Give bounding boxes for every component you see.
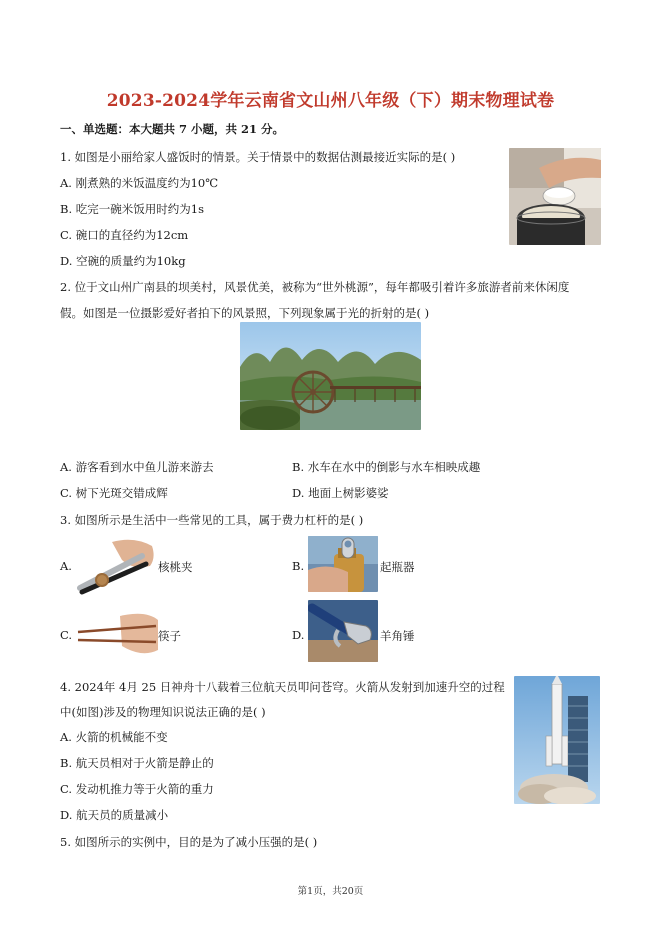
section-heading: 一、单选题：本大题共 7 小题，共 21 分。: [60, 122, 285, 136]
q5-stem: 5. 如图所示的实例中，目的是为了减小压强的是( ): [60, 835, 318, 849]
nutcracker-photo: [72, 536, 157, 596]
claw-hammer-photo: [308, 600, 378, 662]
q3-option-d-letter: D.: [292, 628, 305, 642]
q3-option-a-letter: A.: [60, 559, 72, 573]
q3-option-c-label: 筷子: [158, 629, 181, 643]
q2-option-d: D. 地面上树影婆娑: [292, 486, 389, 500]
q2-stem-line1: 2. 位于文山州广南县的坝美村，风景优美，被称为“世外桃源”，每年都吸引着许多旅游者前来休闲度: [60, 280, 570, 294]
rocket-launch-photo: [514, 676, 600, 804]
q1-option-b: B. 吃完一碗米饭用时约为1s: [60, 202, 204, 216]
q3-option-b-letter: B.: [292, 559, 305, 573]
q1-stem: 1. 如图是小丽给家人盛饭时的情景。关于情景中的数据估测最接近实际的是( ): [60, 150, 456, 164]
q3-option-d-label: 羊角锤: [380, 629, 415, 643]
q1-option-c: C. 碗口的直径约为12cm: [60, 228, 189, 242]
q2-option-c: C. 树下光斑交错成辉: [60, 486, 168, 500]
q4-option-a: A. 火箭的机械能不变: [60, 730, 168, 744]
q3-stem: 3. 如图所示是生活中一些常见的工具，属于费力杠杆的是( ): [60, 513, 364, 527]
q4-option-b: B. 航天员相对于火箭是静止的: [60, 756, 214, 770]
q2-option-b: B. 水车在水中的倒影与水车相映成趣: [292, 460, 481, 474]
waterwheel-landscape-photo: [240, 322, 421, 430]
bottle-opener-photo: [308, 536, 378, 592]
q4-stem-line2: 中(如图)涉及的物理知识说法正确的是( ): [60, 705, 266, 719]
q2-stem-line2: 假。如图是一位摄影爱好者拍下的风景照，下列现象属于光的折射的是( ): [60, 306, 430, 320]
rice-cooker-photo: [509, 148, 601, 245]
page-title: 2023-2024学年云南省文山州八年级（下）期末物理试卷: [106, 91, 555, 111]
q4-option-d: D. 航天员的质量减小: [60, 808, 169, 822]
q3-option-a-label: 核桃夹: [158, 560, 193, 574]
q2-option-a: A. 游客看到水中鱼儿游来游去: [60, 460, 214, 474]
q1-option-d: D. 空碗的质量约为10kg: [60, 254, 186, 268]
q3-option-c-letter: C.: [60, 628, 73, 642]
q4-option-c: C. 发动机推力等于火箭的重力: [60, 782, 214, 796]
q1-option-a: A. 刚煮熟的米饭温度约为10℃: [60, 176, 219, 190]
q3-option-b-label: 起瓶器: [380, 560, 415, 574]
page-footer: 第1页，共20页: [297, 886, 364, 897]
chopsticks-photo: [76, 606, 158, 660]
q4-stem-line1: 4. 2024年 4月 25 日神舟十八载着三位航天员叩问苍穹。火箭从发射到加速升空的过程: [60, 680, 505, 694]
